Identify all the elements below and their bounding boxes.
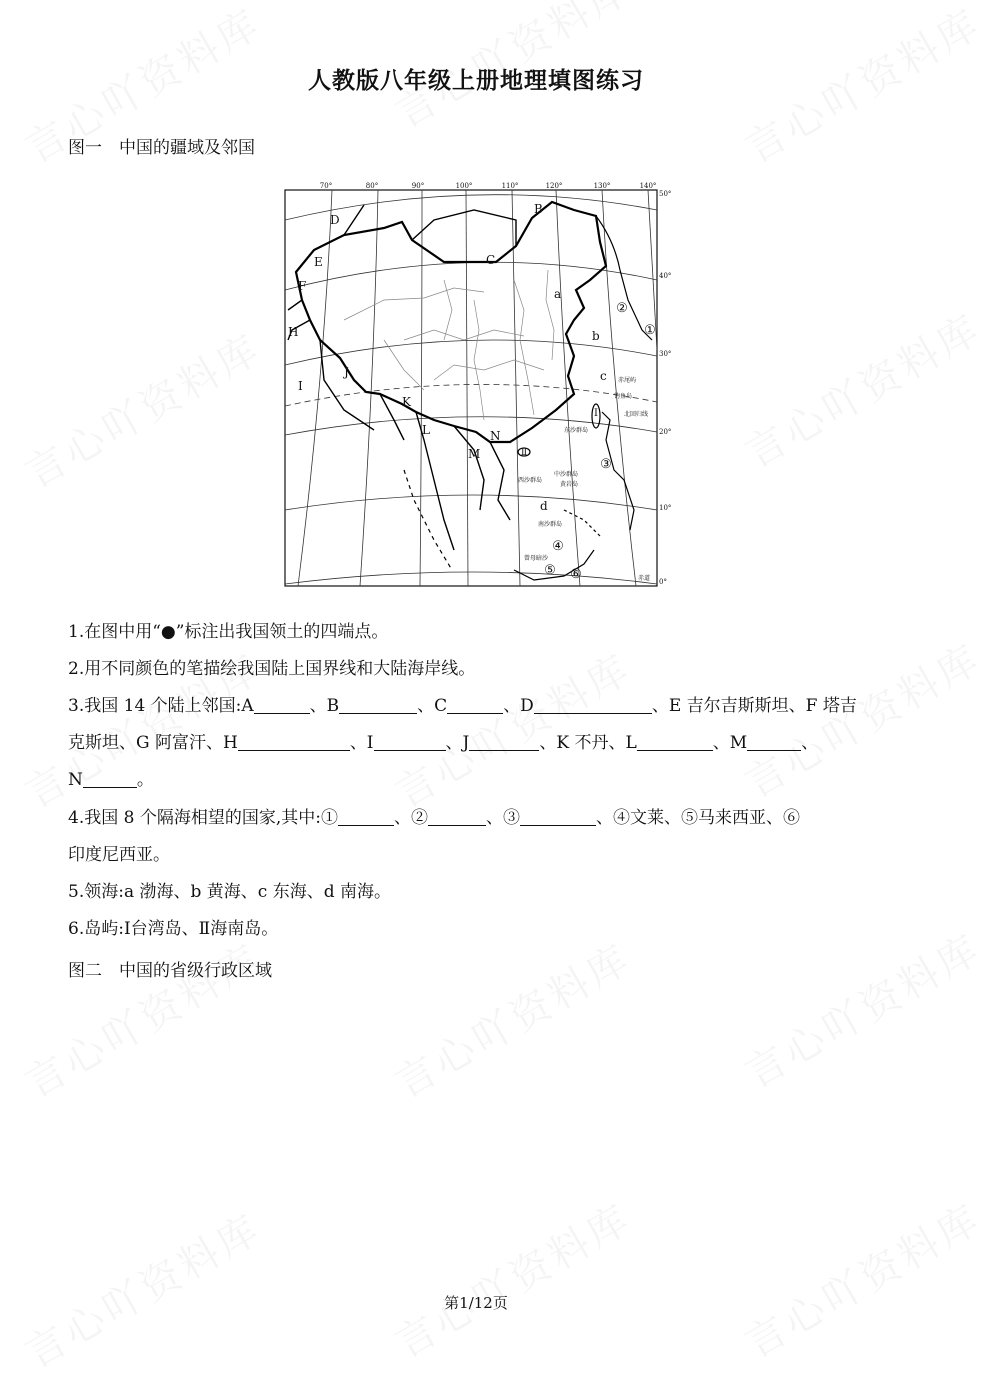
lon-label: 120° bbox=[545, 182, 563, 190]
blank-A[interactable] bbox=[254, 695, 310, 714]
question-1: 1.在图中用“●”标注出我国领土的四端点。 bbox=[68, 622, 389, 642]
document-title: 人教版八年级上册地理填图练习 bbox=[308, 68, 644, 94]
question-3 bbox=[68, 688, 888, 799]
q3-kl: 、K 不丹、L bbox=[539, 733, 637, 753]
sea-d: d bbox=[540, 499, 548, 513]
page-number: 第1/12页 bbox=[444, 1294, 508, 1312]
neighbor-k: K bbox=[402, 395, 411, 409]
blank-1[interactable] bbox=[338, 807, 394, 826]
watermark bbox=[13, 1198, 270, 1379]
lon-label: 90° bbox=[411, 182, 425, 190]
lon-label: 130° bbox=[593, 182, 611, 190]
sea-c: c bbox=[600, 369, 607, 383]
q3-b: 、B bbox=[309, 696, 340, 716]
question-5: 5.领海:a 渤海、b 黄海、c 东海、d 南海。 bbox=[68, 882, 391, 902]
blank-C[interactable] bbox=[447, 695, 503, 714]
label-zhongsha: 中沙群岛 bbox=[554, 471, 579, 478]
q4-two: 、② bbox=[393, 808, 428, 828]
circled-number-4: ④ bbox=[552, 539, 564, 554]
circled-number-1: ① bbox=[644, 323, 656, 338]
neighbor-i: I bbox=[298, 379, 303, 393]
q3-end: 。 bbox=[136, 770, 154, 790]
q4-prefix: 4.我国 8 个隔海相望的国家,其中:① bbox=[68, 808, 338, 828]
label-nansha: 南沙群岛 bbox=[538, 521, 563, 528]
island-hainan-label: Ⅱ bbox=[520, 448, 528, 458]
watermark bbox=[13, 318, 270, 499]
blank-3[interactable] bbox=[520, 807, 596, 826]
blank-J[interactable] bbox=[469, 732, 539, 751]
watermark bbox=[733, 1188, 990, 1369]
sea-b: b bbox=[592, 329, 600, 343]
blank-H[interactable] bbox=[238, 732, 350, 751]
neighbor-e: E bbox=[314, 255, 323, 269]
q3-sep: 、 bbox=[801, 733, 819, 753]
lat-label: 10° bbox=[659, 504, 672, 512]
lon-label: 80° bbox=[365, 182, 379, 190]
circled-number-6: ⑥ bbox=[570, 567, 582, 582]
neighbor-j: J bbox=[344, 365, 349, 379]
neighbor-c: C bbox=[486, 253, 496, 267]
blank-B[interactable] bbox=[339, 695, 417, 714]
q4-three: 、③ bbox=[485, 808, 520, 828]
circled-number-3: ③ bbox=[600, 457, 612, 472]
lon-label: 110° bbox=[501, 182, 519, 190]
blank-2[interactable] bbox=[428, 807, 486, 826]
q3-m: 、M bbox=[712, 733, 748, 753]
lon-label: 100° bbox=[455, 182, 473, 190]
blank-N[interactable] bbox=[83, 769, 137, 788]
q3-prefix: 3.我国 14 个陆上邻国:A bbox=[68, 696, 254, 716]
lon-label: 70° bbox=[319, 182, 333, 190]
china-territory-map bbox=[284, 180, 672, 588]
watermark bbox=[733, 298, 990, 479]
q3-line2: 克斯坦、G 阿富汗、H bbox=[68, 733, 238, 753]
question-6: 6.岛屿:Ⅰ台湾岛、Ⅱ海南岛。 bbox=[68, 919, 279, 939]
figure1-caption: 图一 中国的疆域及邻国 bbox=[68, 138, 255, 158]
label-xisha: 西沙群岛 bbox=[518, 477, 543, 484]
figure2-caption: 图二 中国的省级行政区域 bbox=[68, 961, 272, 981]
blank-M[interactable] bbox=[747, 732, 801, 751]
lon-label: 140° bbox=[639, 182, 657, 190]
lat-label: 20° bbox=[659, 428, 672, 436]
neighbor-l: L bbox=[422, 423, 430, 437]
sea-a: a bbox=[554, 287, 562, 301]
label-diaoyudao: 钓鱼岛 bbox=[614, 393, 633, 400]
q3-j: 、J bbox=[445, 733, 470, 753]
blank-D[interactable] bbox=[534, 695, 652, 714]
blank-I[interactable] bbox=[374, 732, 446, 751]
island-taiwan-label: Ⅰ bbox=[594, 408, 598, 419]
blank-L[interactable] bbox=[637, 732, 713, 751]
question-4 bbox=[68, 800, 888, 874]
lat-label: 30° bbox=[659, 350, 672, 358]
label-tropic: 北回归线 bbox=[624, 411, 649, 418]
neighbor-m: M bbox=[468, 447, 481, 461]
label-zengmu: 曾母暗沙 bbox=[524, 555, 549, 562]
lat-label: 50° bbox=[659, 190, 672, 198]
q4-rest: 、④文莱、⑤马来西亚、⑥ bbox=[595, 808, 800, 828]
q3-d: 、D bbox=[503, 696, 534, 716]
q3-n: N bbox=[68, 770, 83, 790]
label-equator: 赤道 bbox=[638, 575, 651, 582]
lat-label: 40° bbox=[659, 272, 672, 280]
neighbor-n: N bbox=[490, 429, 501, 443]
neighbor-d: D bbox=[330, 213, 340, 227]
question-2: 2.用不同颜色的笔描绘我国陆上国界线和大陆海岸线。 bbox=[68, 659, 476, 679]
label-chiweiyu: 赤尾屿 bbox=[618, 377, 637, 384]
circled-number-2: ② bbox=[616, 301, 628, 316]
neighbor-f: F bbox=[298, 279, 307, 293]
label-huangyan: 黄岩岛 bbox=[560, 481, 579, 488]
q3-i: 、I bbox=[349, 733, 374, 753]
watermark bbox=[383, 928, 640, 1109]
label-dongsha: 东沙群岛 bbox=[564, 427, 589, 434]
q4-line2: 印度尼西亚。 bbox=[68, 845, 170, 865]
neighbor-h: H bbox=[288, 325, 299, 339]
circled-number-5: ⑤ bbox=[544, 563, 556, 578]
lat-label: 0° bbox=[659, 578, 667, 586]
q3-c: 、C bbox=[417, 696, 448, 716]
watermark bbox=[383, 1188, 640, 1369]
q3-ef: 、E 吉尔吉斯斯坦、F 塔吉 bbox=[651, 696, 857, 716]
neighbor-b: B bbox=[534, 202, 543, 216]
